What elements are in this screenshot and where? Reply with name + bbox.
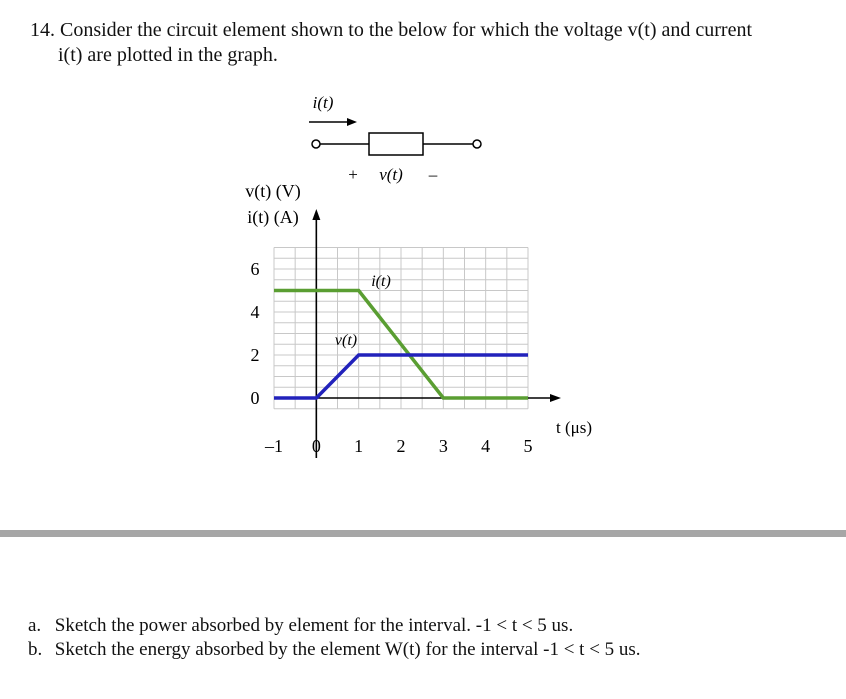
x-tick-label: 5 xyxy=(523,436,533,456)
series-label-voltage: v(t) xyxy=(334,332,358,349)
x-axis-arrow-icon xyxy=(550,394,561,402)
right-terminal-icon xyxy=(473,140,481,148)
minus-sign: – xyxy=(428,165,438,184)
vi-chart xyxy=(245,181,592,458)
y-axis-arrow-icon xyxy=(312,209,320,220)
resistor-box-icon xyxy=(369,133,423,155)
chart-grid xyxy=(274,248,528,409)
plus-sign: + xyxy=(348,165,358,184)
part-a-label: a. xyxy=(28,615,42,636)
part-b xyxy=(28,638,828,662)
chart-ticks xyxy=(251,259,533,456)
x-tick-label: 1 xyxy=(354,436,364,456)
y-tick-label: 6 xyxy=(250,259,260,279)
left-terminal-icon xyxy=(312,140,320,148)
question-parts xyxy=(28,614,828,662)
x-tick-label: 3 xyxy=(438,436,448,456)
voltage-label: v(t) xyxy=(379,165,403,184)
y-tick-label: 0 xyxy=(250,388,260,408)
x-axis-label: t (μs) xyxy=(555,418,593,437)
question-number: 14. xyxy=(30,19,55,41)
part-b-text: Sketch the energy absorbed by the element W(t) for the interval -1 < t < 5 us. xyxy=(54,639,641,660)
y-axis-label-line1: v(t) (V) xyxy=(245,181,301,201)
y-tick-label: 2 xyxy=(250,345,260,365)
current-label: i(t) xyxy=(312,93,334,112)
current-arrowhead-icon xyxy=(347,118,357,126)
part-b-label: b. xyxy=(28,639,43,660)
x-tick-label: 4 xyxy=(481,436,491,456)
series-label-current: i(t) xyxy=(371,273,391,290)
x-tick-label: 0 xyxy=(311,436,321,456)
x-tick-label: –1 xyxy=(265,436,283,456)
part-a xyxy=(28,614,828,638)
y-tick-label: 4 xyxy=(250,302,260,322)
circuit-element xyxy=(309,93,481,184)
x-tick-label: 2 xyxy=(396,436,406,456)
part-a-text: Sketch the power absorbed by element for the interval. -1 < t < 5 us. xyxy=(54,615,574,636)
question-text-line2: i(t) are plotted in the graph. xyxy=(58,44,278,66)
y-axis-label-line2: i(t) (A) xyxy=(247,207,299,227)
section-divider xyxy=(0,530,846,537)
question-text-line1: Consider the circuit element shown to the below for which the voltage v(t) and current xyxy=(60,19,753,41)
